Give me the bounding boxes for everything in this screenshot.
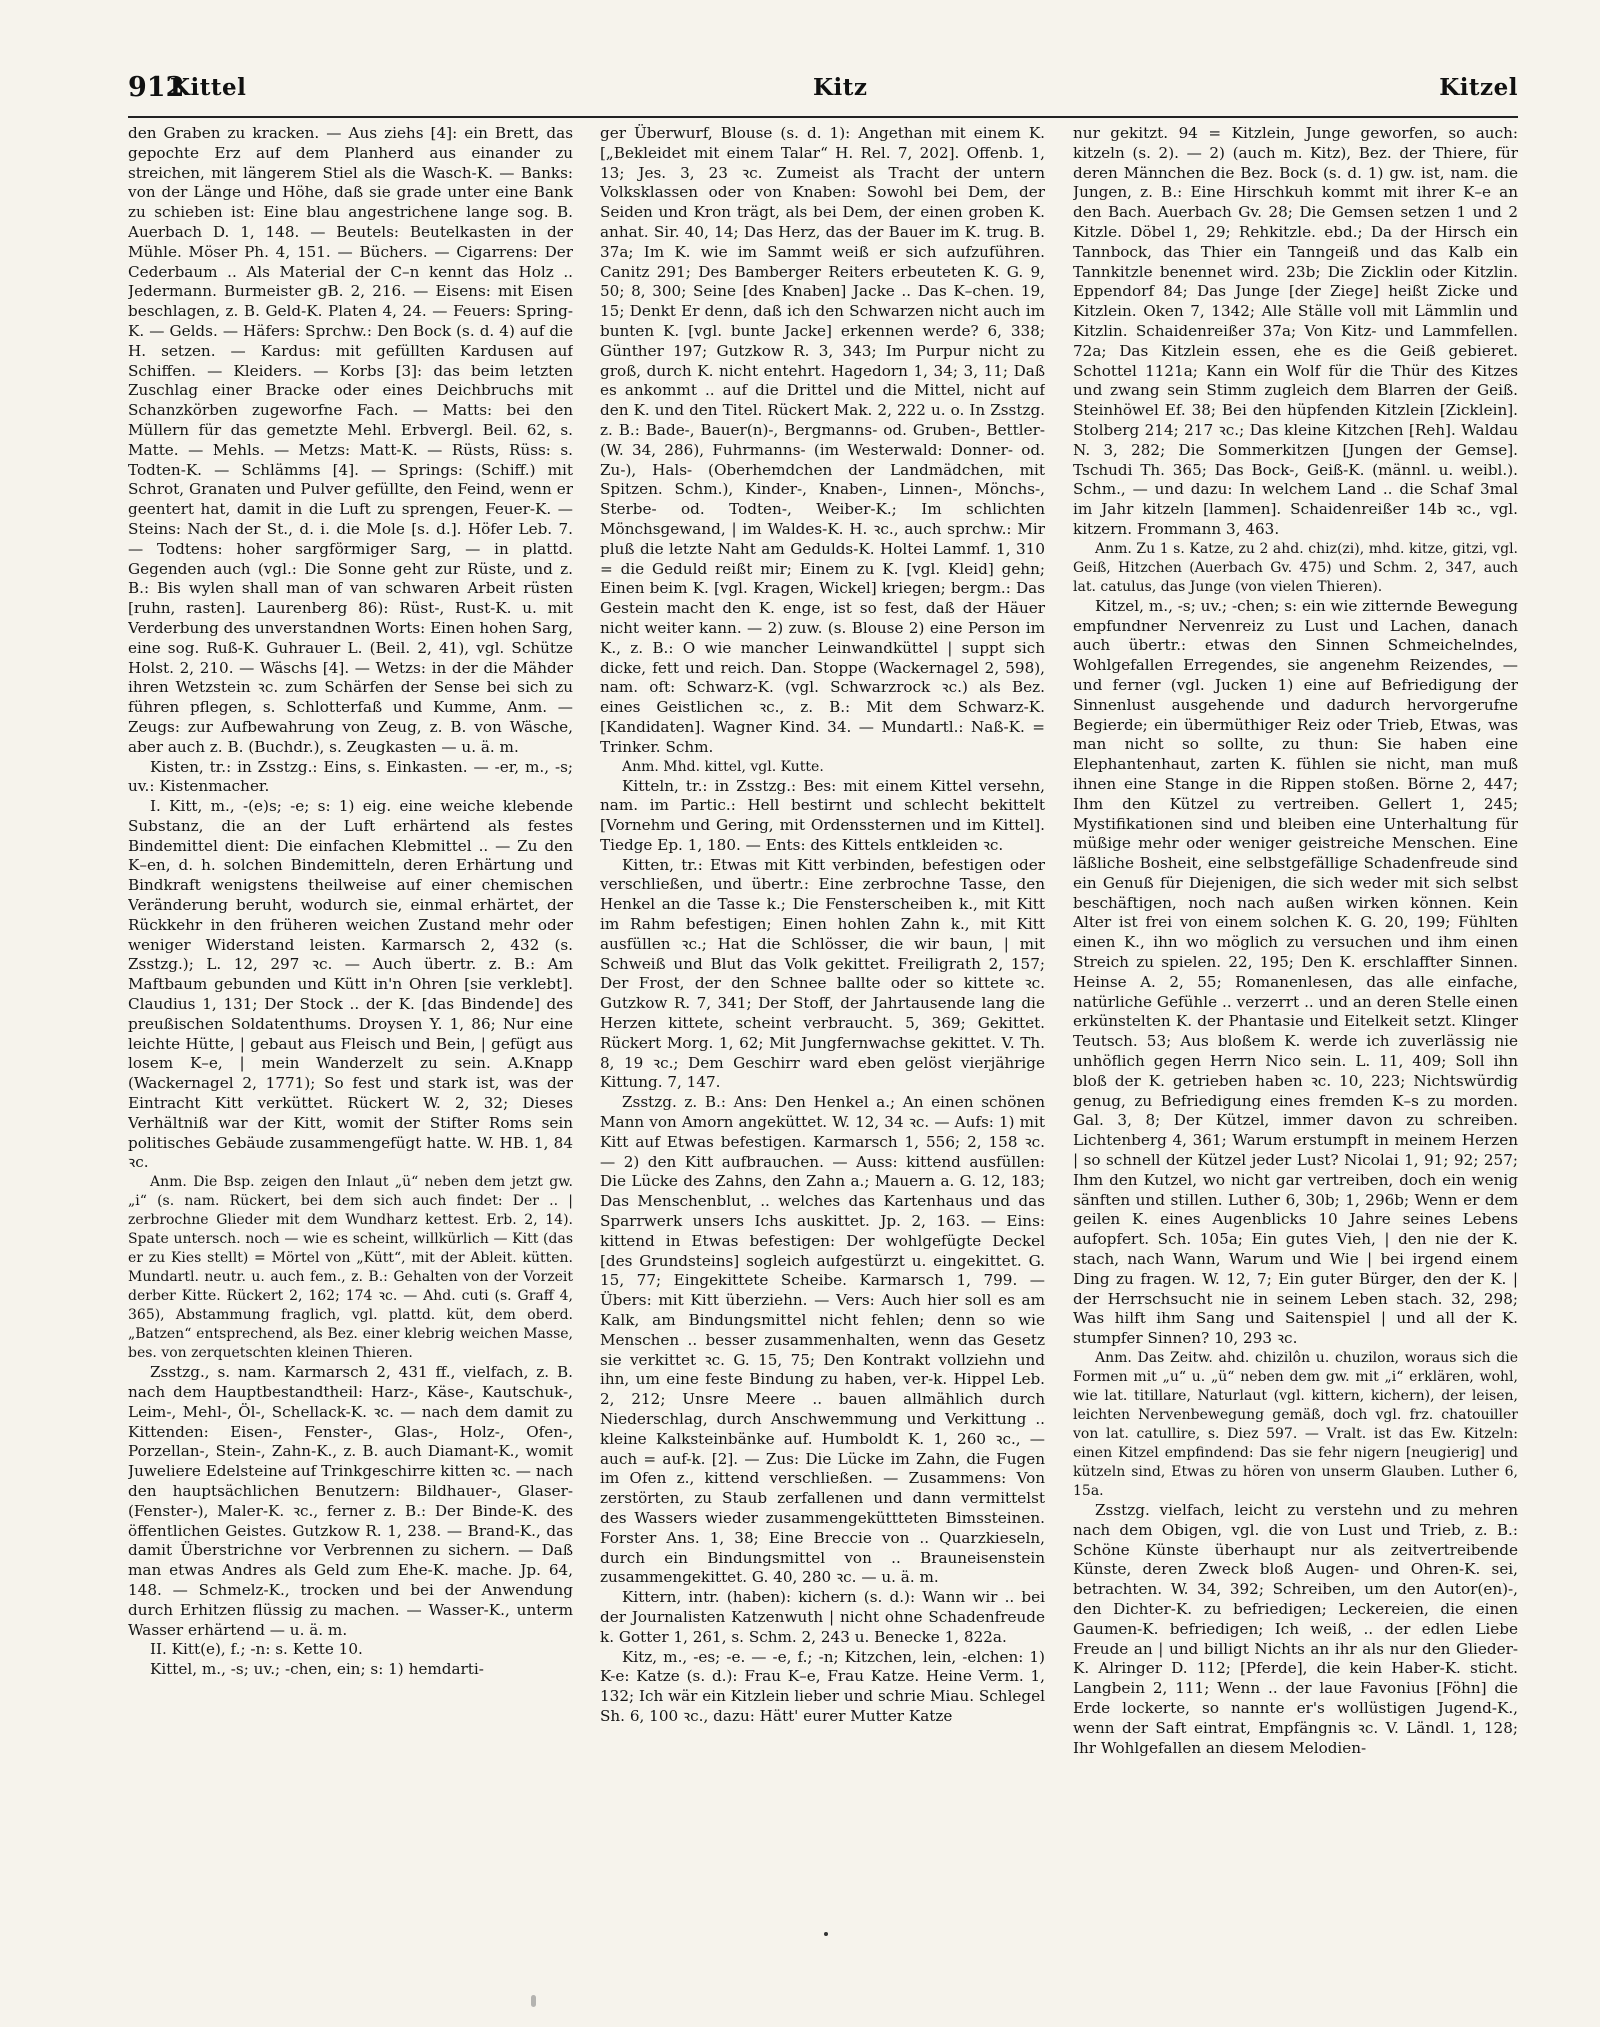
page-mark [531,1995,536,2007]
continued-paragraph: nur gekitzt. 94 = Kitzlein, Junge geworfen, so auch: kitzeln (s. 2). — 2) (auch m. Kitz), Bez. der Thiere, für deren Männchen die Bez. Bock (s. d. 1) gw. ist, nam. die Jungen, z. B.: Eine Hirschkuh kommt mit ihrer K–e an den Bach. Auerbach Gv. 28; Die Gemsen setzen 1 und 2 Kitzle. Döbel 1, 29; Rehkitzle. ebd.; Da der Hirsch ein Tannbock, das Thier ein Tanngeiß und das Kalb ein Tannkitzle benennet wird. 23b; Die Zicklin oder Kitzlin. Eppendorf 84; Das Junge [der Ziege] heißt Zicke und Kitzlein. Oken 7, 1342; Alle Ställe voll mit Lämmlin und Kitzlin. Schaidenreißer 37a; Von Kitz- und Lammfellen. 72a; Das Kitzlein essen, ehe es die Geiß gebieret. Schottel 1121a; Kann ein Wolf für die Thür des Kitzes und zwang sein Stimm zugleich dem Blarren der Geiß. Steinhöwel Ef. 38; Bei den hüpfenden Kitzlein [Zicklein]. Stolberg 214; 217 ꝛc.; Das kleine Kitzchen [Reh]. Waldau N. 3, 282; Die Sommerkitzen [Jungen der Gemse]. Tschudi Th. 365; Das Bock-, Geiß-K. (männl. u. weibl.). Schm., — und dazu: In welchem Land .. die Schaf 3mal im Jahr kitzeln [lammen]. Schaidenreißer 14b ꝛc., vgl. kitzern. Frommann 3, 463. [1073,124,1518,538]
annotation-paragraph: Anm. Die Bsp. zeigen den Inlaut „ü“ neben dem jetzt gw. „i“ (s. nam. Rückert, bei dem sich auch findet: Der .. | zerbrochne Glieder mit dem Wundharz kettest. Erb. 2, 14). Spate untersch. noch — wie es scheint, willkürlich — Kitt (das er zu Kies stellt) = Mörtel von „Kütt“, mit der Ableit. kütten. Mundartl. neutr. u. auch fem., z. B.: Gehalten von der Vorzeit derber Kitte. Rückert 2, 162; 174 ꝛc. — Ahd. cuti (s. Graff 4, 365), Abstammung fraglich, vgl. plattd. küt, dem oberd. „Batzen“ entsprechend, als Bez. einer klebrig weichen Masse, bes. von zerquetschten kleinen Thieren. [128,1174,573,1362]
running-head [128,72,1518,112]
left-guide-word: Kittel [170,74,247,101]
entry-paragraph: II. Kitt(e), f.; -n: s. Kette 10. [150,1640,363,1659]
continued-paragraph: den Graben zu kracken. — Aus ziehs [4]: ein Brett, das gepochte Erz auf dem Planherd aus einander zu streichen, mit längerem Stiel als die Wasch-K. — Banks: von der Länge und Höhe, daß sie grade unter eine Bank zu schieben ist: Eine blau angestrichene lange sog. B. Auerbach D. 1, 148. — Beutels: Beutelkasten in der Mühle. Möser Ph. 4, 151. — Büchers. — Cigarrens: Der Cederbaum .. Als Material der C–n kennt das Holz .. Jedermann. Burmeister gB. 2, 216. — Eisens: mit Eisen beschlagen, z. B. Geld-K. Platen 4, 24. — Feuers: Spring-K. — Gelds. — Häfers: Sprchw.: Den Bock (s. d. 4) auf die H. setzen. — Kardus: mit gefüllten Kardusen auf Schiffen. — Kleiders. — Korbs [3]: das beim letzten Zuschlag einer Bracke oder eines Deichbruchs mit Schanzkörben zugeworfne Fach. — Matts: bei den Müllern für das gemetzte Mehl. Erbvergl. Beil. 62, s. Matte. — Mehls. — Metzs: Matt-K. — Rüsts, Rüss: s. Todten-K. — Schlämms [4]. — Springs: (Schiff.) mit Schrot, Granaten und Pulver gefüllte, den Feind, wenn er geentert hat, damit in die Luft zu sprengen, Feuer-K. — Steins: Nach der St., d. i. die Mole [s. d.]. Höfer Leb. 7. — Todtens: hoher sargförmiger Sarg, — in plattd. Gegenden auch (vgl.: Die Sonne geht zur Rüste, und z. B.: Bis wylen shall man of van schwaren Arbeit rüsten [ruhn, rasten]. Laurenberg 86): Rüst-, Rust-K. u. mit Verderbung des unverstandnen Worts: Einen hohen Sarg, eine sog. Ruß-K. Guhrauer L. (Beil. 2, 41), vgl. Schütze Holst. 2, 210. — Wäschs [4]. — Wetzs: in der die Mähder ihren Wetzstein ꝛc. zum Schärfen der Sense bei sich zu führen pflegen, s. Schlotterfaß und Kumme, Anm. — Zeugs: zur Aufbewahrung von Zeug, z. B. von Wäsche, aber auch z. B. (Buchdr.), s. Zeugkasten — u. ä. m. [128,124,573,756]
continued-paragraph: ger Überwurf, Blouse (s. d. 1): Angethan mit einem K. [„Bekleidet mit einem Talar“ H. Rel. 7, 202]. Offenb. 1, 13; Jes. 3, 23 ꝛc. Zumeist als Tracht der untern Volksklassen oder von Knaben: Sowohl bei Dem, der Seiden und Kron trägt, als bei Dem, der einen groben K. anhat. Sir. 40, 14; Das Herz, das der Bauer im K. trug. B. 37a; Im K. wie im Sammt weiß er sich aufzuführen. Canitz 291; Des Bamberger Reiters erbeuteten K. G. 9, 50; 8, 300; Seine [des Knaben] Jacke .. Das K–chen. 19, 15; Denkt Er denn, daß ich den Schwarzen nicht auch im bunten K. [vgl. bunte Jacke] erkennen werde? 6, 338; Günther 197; Gutzkow R. 3, 343; Im Purpur nicht zu groß, durch K. nicht entehrt. Hagedorn 1, 34; 3, 11; Daß es ankommt .. auf die Drittel und die Mittel, nicht auf den K. und den Titel. Rückert Mak. 2, 222 u. o. In Zsstzg. z. B.: Bade-, Bauer(n)-, Bergmanns- od. Gruben-, Bettler- (W. 34, 286), Fuhrmanns- (im Westerwald: Donner- od. Zu-), Hals- (Oberhemdchen der Landmädchen, mit Spitzen. Schm.), Kinder-, Knaben-, Linnen-, Mönchs-, Sterbe- od. Todten-, Weiber-K.; Im schlichten Mönchsgewand, | im Waldes-K. H. ꝛc., auch sprchw.: Mir pluß die letzte Naht am Gedulds-K. Holtei Lammf. 1, 310 = die Geduld reißt mir; Einem zu K. [vgl. Kleid] gehn; Einen beim K. [vgl. Kragen, Wickel] kriegen; bergm.: Das Gestein macht den K. enge, ist so fest, daß der Häuer nicht weiter kann. — 2) zuw. (s. Blouse 2) eine Person im K., z. B.: O wie mancher Leinwandküttel | suppt sich dicke, fett und reich. Dan. Stoppe (Wackernagel 2, 598), nam. oft: Schwarz-K. (vgl. Schwarzrock ꝛc.) als Bez. eines Geistlichen ꝛc., z. B.: Mit dem Schwarz-K. [Kandidaten]. Wagner Kind. 34. — Mundartl.: Naß-K. = Trinker. Schm. [600,124,1045,756]
page-number: 912 [128,72,185,103]
right-guide-word: Kitzel [1439,74,1518,101]
column-3 [1073,124,1518,1884]
annotation-paragraph: Anm. Zu 1 s. Katze, zu 2 ahd. chiz(zi), mhd. kitze, gitzi, vgl. Geiß, Hitzchen (Auerbach Gv. 475) und Schm. 2, 347, auch lat. catulus, das Junge (von vielen Thieren). [1073,540,1518,595]
entry-paragraph: Kitz, m., -es; -e. — -e, f.; -n; Kitzchen, lein, -elchen: 1) K-e: Katze (s. d.): Frau K–e, Frau Katze. Heine Verm. 1, 132; Ich wär ein Kitzlein lieber und schrie Miau. Schlegel Sh. 6, 100 ꝛc., dazu: Hätt' eurer Mutter Katze [600,1647,1045,1725]
entry-paragraph: Kittel, m., -s; uv.; -chen, ein; s: 1) hemdarti- [150,1660,484,1679]
center-dot [824,1932,828,1936]
entry-paragraph: Kitzel, m., -s; uv.; -chen; s: ein wie zitternde Bewegung empfundner Nervenreiz zu Lust und Lachen, danach auch übertr.: etwas den Sinnen Schmeichelndes, Wohlgefallen Erregendes, sie angenehm Reizendes, — und ferner (vgl. Jucken 1) eine auf Befriedigung der Sinnenlust ausgehende und dadurch hervorgerufne Begierde; ein übermüthiger Reiz oder Trieb, Etwas, was man nicht so sollte, zu thun: Sie haben eine Elephantenhaut, zarten K. fühlen sie nicht, man muß ihnen eine Stange in die Rippen stoßen. Börne 2, 447; Ihm den Kützel zu vertreiben. Gellert 1, 245; Mystifikationen sind und bleiben eine Unterhaltung für müßige mehr oder weniger geistreiche Menschen. Eine läßliche Bosheit, eine selbstgefällige Schadenfreude sind ein Genuß für Diejenigen, die sich weder mit sich selbst beschäftigen, noch nach außen wirken können. Kein Alter ist frei von einem solchen K. G. 20, 199; Fühlten einen K., ihn wo möglich zu versuchen und ihm einen Streich zu spielen. 22, 195; Den K. erschlaffter Sinnen. Heinse A. 2, 55; Romanenlesen, das alle einfache, natürliche Gefühle .. verzerrt .. und an deren Stelle einen erkünstelten K. der Phantasie und Eitelkeit setzt. Klinger Teutsch. 53; Aus bloßem K. werde ich zuverlässig nie unhöflich gegen Herrn Nico sein. L. 11, 409; Soll ihn bloß der K. getrieben haben ꝛc. 10, 223; Nichtswürdig genug, zu Befriedigung eines fremden K–s zu morden. Gal. 3, 8; Der Kützel, immer davon zu schreiben. Lichtenberg 4, 361; Warum erstumpft in meinem Herzen | so schnell der Kützel jeder Lust? Nicolai 1, 91; 92; 257; Ihm den Kutzel, wo nicht gar vertreiben, doch ein wenig sänften und stillen. Luther 6, 30b; 1, 296b; Wenn er dem geilen K. eines Augenblicks 10 Jahre seines Lebens aufopfert. Sch. 105a; Ein gutes Vieh, | den nie der K. stach, nach Wann, Warum und Wie | bei irgend einem Ding zu fragen. W. 12, 7; Ein guter Bürger, den der K. | der Herrschsucht nie in seinem Leben stach. 32, 298; Was hilft ihm Sang und Saitenspiel | und all der K. stumpfer Sinnen? 10, 293 ꝛc. [1073,596,1518,1348]
entry-paragraph: I. Kitt, m., -(e)s; -e; s: 1) eig. eine weiche klebende Substanz, die an der Luft erhärtend als festes Bindemittel dient: Die einfachen Klebmittel .. — Zu den K–en, d. h. solchen Bindemitteln, deren Erhärtung und Bindkraft wenigstens theilweise auf einer chemischen Veränderung beruht, wodurch sie, einmal erhärtet, der Rückkehr in den früheren weichen Zustand mehr oder weniger Widerstand leisten. Karmarsch 2, 432 (s. Zsstzg.); L. 12, 297 ꝛc. — Auch übertr. z. B.: Am Maftbaum gebunden und Kütt in'n Ohren [sie verklebt]. Claudius 1, 131; Der Stock .. der K. [das Bindende] des preußischen Soldatenthums. Droysen Y. 1, 86; Nur eine leichte Hütte, | gebaut aus Fleisch und Bein, | gefügt aus losem K–e, | mein Wanderzelt zu sein. A.Knapp (Wackernagel 2, 1771); So fest und stark ist, was der Eintracht Kitt verküttet. Rückert W. 2, 32; Dieses Verhältniß war der Kitt, womit der Stifter Roms sein politisches Gebäude zusammengefügt hatte. W. HB. 1, 84 ꝛc. [128,797,573,1172]
annotation-paragraph: Anm. Das Zeitw. ahd. chizilôn u. chuzilon, woraus sich die Formen mit „u“ u. „ü“ neben dem gw. mit „i“ erklären, wohl, wie lat. titillare, Naturlaut (vgl. kittern, kichern), der leisen, leichten Nervenbewegung gemäß, doch vgl. frz. chatouiller von lat. catullire, s. Diez 597. — Vralt. ist das Ew. Kitzeln: einen Kitzel empfindend: Das sie fehr nigern [neugierig] und kützeln sind, Etwas zu hören von unserm Glauben. Luther 6, 15a. [1073,1350,1518,1500]
annotation-paragraph: Anm. Mhd. kittel, vgl. Kutte. [622,758,824,775]
entry-paragraph: Zsstzg. z. B.: Ans: Den Henkel a.; An einen schönen Mann von Amorn angeküttet. W. 12, 34 ꝛc. — Aufs: 1) mit Kitt auf Etwas befestigen. Karmarsch 1, 556; 2, 158 ꝛc. — 2) den Kitt aufbrauchen. — Auss: kittend ausfüllen: Die Lücke des Zahns, den Zahn a.; Mauern a. G. 12, 183; Das Menschenblut, .. welches das Kartenhaus und das Sparrwerk unsers Ichs auskittet. Jp. 2, 163. — Eins: kittend in Etwas befestigen: Der wohlgefügte Deckel [des Grundsteins] sogleich aufgestürzt u. eingekittet. G. 15, 77; Eingekittete Scheibe. Karmarsch 1, 799. — Übers: mit Kitt überziehn. — Vers: Auch hier soll es am Kalk, am Bindungsmittel nicht fehlen; denn so wie Menschen .. besser zusammenhalten, wenn das Gesetz sie verkittet ꝛc. G. 15, 75; Den Kontrakt vollziehn und ihn, um eine feste Bindung zu haben, ver-k. Hippel Leb. 2, 212; Unsre Meere .. bauen allmählich durch Niederschlag, durch Anschwemmung und Verkittung .. kleine Kalksteinbänke auf. Humboldt K. 1, 260 ꝛc., — auch = auf-k. [2]. — Zus: Die Lücke im Zahn, die Fugen im Ofen z., kittend verschließen. — Zusammens: Von zerstörten, zu Staub zerfallenen und dann vermittelst des Wassers wieder zusammengeküttteten Bimssteinen. Forster Ans. 1, 38; Eine Breccie von .. Quarzkieseln, durch ein Bindungsmittel von .. Brauneisenstein zusammengekittet. G. 40, 280 ꝛc. — u. ä. m. [600,1093,1045,1587]
entry-paragraph: Kitteln, tr.: in Zsstzg.: Bes: mit einem Kittel versehn, nam. im Partic.: Hell bestirnt und schlecht bekittelt [Vornehm und Gering, mit Ordenssternen und im Kittel]. Tiedge Ep. 1, 180. — Ents: des Kittels entkleiden ꝛc. [600,776,1045,854]
entry-paragraph: Zsstzg. vielfach, leicht zu verstehn und zu mehren nach dem Obigen, vgl. die von Lust und Trieb, z. B.: Schöne Künste überhaupt nur als zeitvertreibende Künste, deren Zweck bloß Augen- und Ohren-K. sei, betrachten. W. 34, 392; Schreiben, um den Autor(en)-, den Dichter-K. zu befriedigen; Leckereien, die einen Gaumen-K. befriedigen; Ich weiß, .. der edlen Liebe Freude an | und billigt Nichts an ihr als nur den Glieder-K. Alringer D. 112; [Pferde], die kein Haber-K. sticht. Langbein 2, 111; Wenn .. der laue Favonius [Föhn] die Erde lockerte, so nannte er's wollüstigen Jugend-K., wenn der Saft eintrat, Empfängnis ꝛc. V. Ländl. 1, 128; Ihr Wohlgefallen an diesem Melodien- [1073,1501,1518,1757]
entry-paragraph: Zsstzg., s. nam. Karmarsch 2, 431 ff., vielfach, z. B. nach dem Hauptbestandtheil: Harz-, Käse-, Kautschuk-, Leim-, Mehl-, Öl-, Schellack-K. ꝛc. — nach dem damit zu Kittenden: Eisen-, Fenster-, Glas-, Holz-, Ofen-, Porzellan-, Stein-, Zahn-K., z. B. auch Diamant-K., womit Juweliere Edelsteine auf Trinkgeschirre kitten ꝛc. — nach den hauptsächlichen Benutzern: Bildhauer-, Glaser- (Fenster-), Maler-K. ꝛc., ferner z. B.: Der Binde-K. des öffentlichen Geistes. Gutzkow R. 1, 238. — Brand-K., das damit Überstrichne vor Verbrennen zu sichern. — Daß man etwas Andres als Geld zum Ehe-K. mache. Jp. 64, 148. — Schmelz-K., trocken und bei der Anwendung durch Erhitzen flüssig zu machen. — Wasser-K., unterm Wasser erhärtend — u. ä. m. [128,1363,573,1639]
center-guide-word: Kitz [813,74,868,101]
entry-paragraph: Kisten, tr.: in Zsstzg.: Eins, s. Einkasten. — -er, m., -s; uv.: Kistenmacher. [128,757,573,796]
text-columns [128,124,1518,1884]
entry-paragraph: Kittern, intr. (haben): kichern (s. d.): Wann wir .. bei der Journalisten Katzenwuth | nicht ohne Schadenfreude k. Gotter 1, 261, s. Schm. 2, 243 u. Benecke 1, 822a. [600,1588,1045,1646]
entry-paragraph: Kitten, tr.: Etwas mit Kitt verbinden, befestigen oder verschließen, und übertr.: Eine zerbrochne Tasse, den Henkel an die Tasse k.; Die Fensterscheiben k., mit Kitt im Rahm befestigen; Einen hohlen Zahn k., mit Kitt ausfüllen ꝛc.; Hat die Schlösser, die wir baun, | mit Schweiß und Blut das Volk gekittet. Freiligrath 2, 157; Der Frost, der den Schnee ballte oder so kittete ꝛc. Gutzkow R. 7, 341; Der Stoff, der Jahrtausende lang die Herzen kittete, scheint verbraucht. 5, 369; Gekittet. Rückert Morg. 1, 62; Mit Jungfernwachse gekittet. V. Th. 8, 19 ꝛc.; Dem Geschirr ward eben gelöst vierjährige Kittung. 7, 147. [600,855,1045,1092]
header-rule [128,116,1518,118]
column-1 [128,124,573,1884]
column-2 [600,124,1045,1884]
